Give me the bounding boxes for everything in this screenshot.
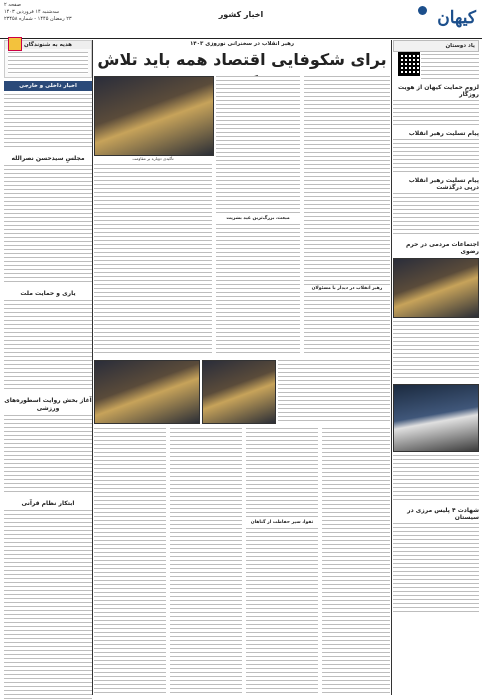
- shrine-crowd-photo: [393, 258, 479, 318]
- column-divider: [92, 40, 93, 695]
- article-column-4: [278, 360, 390, 422]
- photo-caption: تأکیدی دوباره بر مقاومت: [132, 156, 174, 161]
- logo-emblem-icon: [418, 6, 427, 15]
- sidebar-headline-2: پیام تسلیت رهبر انقلاب: [408, 130, 479, 137]
- sidebar-text-3: [393, 193, 479, 237]
- main-article: [94, 40, 390, 695]
- section-title: اخبار کشور: [218, 10, 264, 19]
- logo-text: کیهان: [437, 8, 476, 28]
- article-column-8: [322, 428, 390, 693]
- left-sidebar: [4, 40, 92, 695]
- gift-icon: [8, 37, 22, 51]
- left-headline-4: ابتکار نظام قرآنی: [21, 500, 75, 507]
- sidebar-headline-4: اجتماعات مردمی در حرم رضوی: [405, 241, 479, 255]
- left-text-5: [4, 510, 92, 700]
- meeting-photo-right: [202, 360, 276, 424]
- article-main-photo: [94, 76, 214, 156]
- sidebar-text-6: [393, 523, 479, 615]
- sub-heading-2: رهبر انقلاب در دیدار با مسئولان: [304, 286, 390, 292]
- issue-number: ۲۳ رمضان ۱۴۴۵ - شماره ۲۳۴۵۸: [4, 16, 72, 22]
- left-headline-1: مجلسِ سیدحسن نصرالله: [11, 155, 85, 162]
- sidebar-section-title: یاد دوستان: [393, 40, 479, 52]
- sidebar-text-1: [393, 100, 479, 126]
- article-column-7: [246, 428, 318, 693]
- meeting-photo-left: [94, 360, 200, 424]
- right-sidebar: [393, 40, 479, 695]
- gift-title: هدیه به شنوندگان: [5, 41, 91, 49]
- mosque-crowd-photo: [393, 384, 479, 452]
- sidebar-text-4: [393, 321, 479, 381]
- article-kicker: رهبر انقلاب در سخنرانی نوروزی ۱۴۰۳: [189, 41, 295, 47]
- page-number: صفحه ۲: [4, 2, 21, 8]
- sidebar-text-2: [393, 139, 479, 173]
- news-banner: اخبار داخلی و خارجی: [4, 81, 92, 91]
- newspaper-logo: [416, 4, 476, 32]
- left-text-2: [4, 165, 92, 285]
- left-text-4: [4, 415, 92, 495]
- column-divider: [391, 40, 392, 695]
- sub-heading-3: تقوا، سپر حفاظت از گناهان: [246, 520, 318, 526]
- left-text-3: [4, 300, 92, 392]
- sidebar-headline-1: لزوم حمایت کیهان از هویت روزگار: [398, 84, 479, 98]
- sidebar-text-5: [393, 455, 479, 503]
- article-column-6: [170, 428, 242, 693]
- qr-code-icon: [398, 52, 420, 76]
- article-column-1: [304, 76, 390, 356]
- gift-box: [4, 40, 92, 78]
- left-headline-3: آغاز بخش روایت اسطوره‌های ورزشی: [4, 397, 92, 412]
- page-header: [0, 0, 482, 39]
- left-headline-2: یاری و حمایت ملت: [20, 290, 76, 297]
- left-text-1: [4, 94, 92, 150]
- gift-text: [8, 52, 88, 74]
- sub-heading-1: مبعث، بزرگ‌ترین عید بشریت: [216, 216, 300, 222]
- article-column-5: [94, 428, 166, 693]
- sidebar-headline-5: شهادت ۴ پلیس مرزی در سیستان: [407, 507, 479, 521]
- intro-text: [421, 54, 479, 80]
- article-headline: برای شکوفایی اقتصاد همه باید تلاش: [97, 50, 387, 69]
- issue-date: سه‌شنبه ۱۴ فروردین ۱۴۰۳: [4, 9, 60, 15]
- article-column-3: [94, 164, 212, 356]
- sidebar-headline-3: پیام تسلیت رهبر انقلاب درپی درگذشت: [408, 177, 479, 191]
